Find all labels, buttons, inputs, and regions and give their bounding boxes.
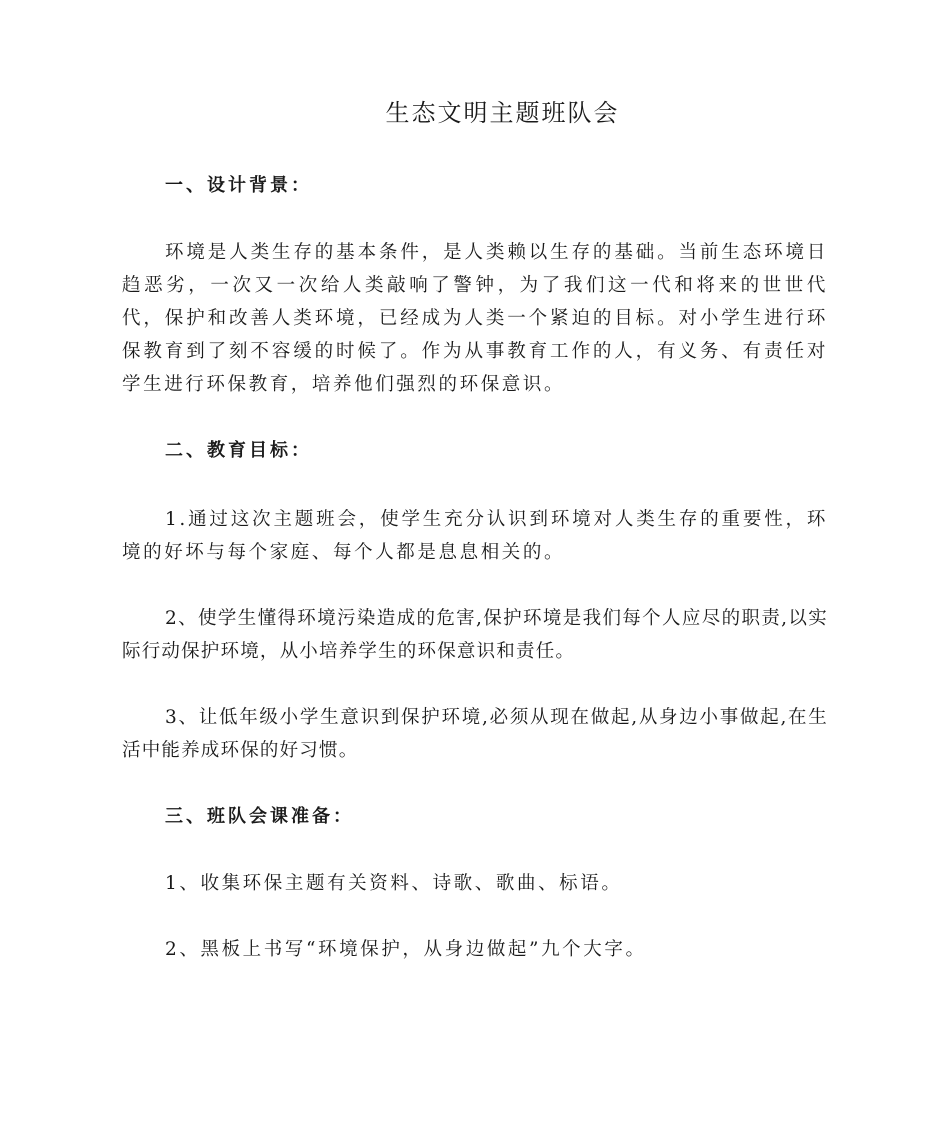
goal-item-1: 1.通过这次主题班会，使学生充分认识到环境对人类生存的重要性，环境的好坏与每个家庭、每个人都是息息相关的。 [122,509,828,563]
goal-item-3: 3、让低年级小学生意识到保护环境,必须从现在做起,从身边小事做起,在生活中能养成环保的好习惯。 [122,707,828,761]
document-title: 生态文明主题班队会 [385,99,620,127]
preparation-item-1: 1、收集环保主题有关资料、诗歌、歌曲、标语。 [165,873,623,894]
background-paragraph: 环境是人类生存的基本条件，是人类赖以生存的基础。当前生态环境日趋恶劣，一次又一次给人类敲响了警钟，为了我们这一代和将来的世世代代，保护和改善人类环境，已经成为人类一个紧迫的目标。对小学生进行环保教育到了刻不容缓的时候了。作为从事教育工作的人，有义务、有责任对学生进行环保教育，培养他们强烈的环保意识。 [122,242,828,395]
section-heading-goals: 二、教育目标： [165,440,312,461]
preparation-item-2: 2、黑板上书写“环境保护，从身边做起”九个大字。 [165,939,647,960]
goal-item-2: 2、使学生懂得环境污染造成的危害,保护环境是我们每个人应尽的职责,以实际行动保护环境，从小培养学生的环保意识和责任。 [122,608,828,662]
section-heading-background: 一、设计背景： [165,175,312,196]
section-heading-preparation: 三、班队会课准备： [165,806,354,827]
